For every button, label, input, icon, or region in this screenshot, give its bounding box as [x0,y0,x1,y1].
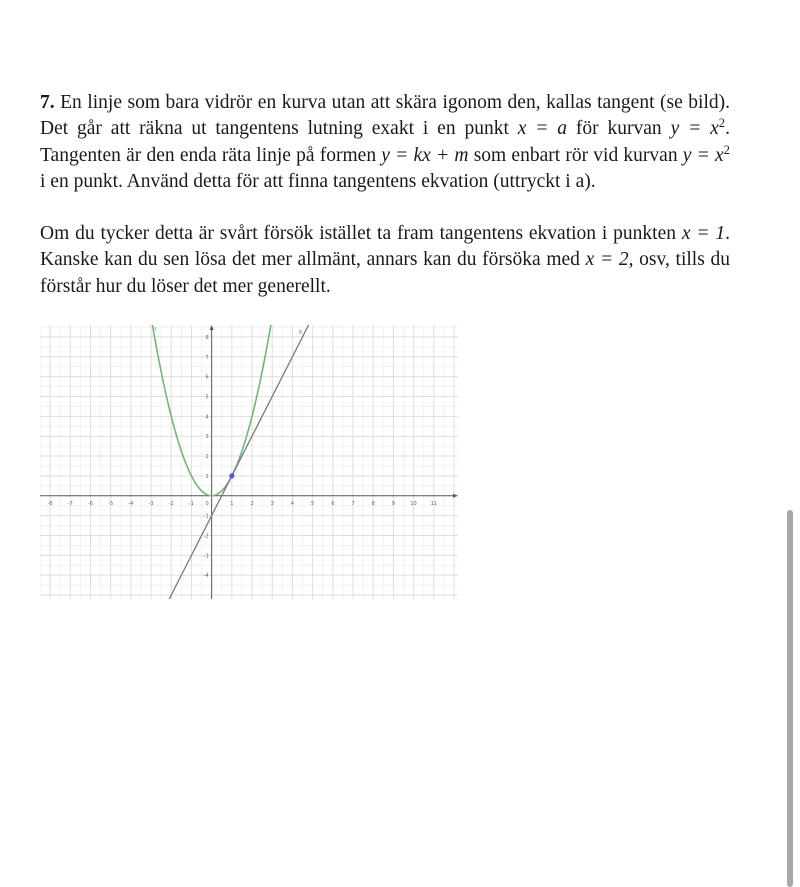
y-tick-label: -4 [203,573,209,580]
hint-text-c: , osv, tills du förstår hur du löser det mer generellt. [40,249,730,297]
problem-7-paragraph [40,90,730,195]
problem-number: 7. [40,92,55,113]
x-tick-label: -7 [67,500,73,507]
x-axis-arrow [453,494,458,498]
x-tick-label: -4 [128,500,134,507]
x-tick-label: 11 [430,500,437,507]
y-tick-label: -2 [203,533,209,540]
math-line-form: y = kx + m [381,144,469,166]
math-x-equals-a: x = a [517,118,568,140]
hint-text-a: Om du tycker detta är svårt försök istället ta fram tangentens ekvation i punkten [40,223,682,245]
series-g-line [169,325,308,599]
x-tick-label: 4 [290,500,295,507]
hint-paragraph [40,221,730,300]
y-tick-label: -3 [203,553,209,560]
series-g-label: g [298,329,302,335]
x-tick-label: -6 [87,500,93,507]
y-tick-label: 1 [205,473,209,480]
y-axis-arrow [210,325,214,330]
x-tick-label: -2 [168,500,174,507]
problem-text-b: för kurvan [567,118,671,140]
x-tick-label: 5 [311,500,315,507]
x-tick-label: 2 [250,500,254,507]
math-exponent-2-second: 2 [723,142,730,157]
x-tick-label: 9 [391,500,395,507]
y-tick-label: 2 [205,454,209,461]
tangent-point [229,473,234,478]
y-tick-label: 5 [205,394,209,401]
x-tick-label: 3 [270,500,274,507]
series-f-label: f [154,327,157,333]
x-tick-label: -5 [108,500,114,507]
x-tick-label: 8 [371,500,375,507]
problem-text-a: En linje som bara vidrör en kurva utan att skära igonom den, kallas tangent (se bild). Det går att räkna ut tangentens lutning exakt i en punkt [40,92,730,140]
origin-label: 0 [205,500,209,507]
problem-text-d: som enbart rör vid kurvan [468,144,683,166]
x-tick-label: -3 [148,500,154,507]
y-tick-label: 4 [205,414,209,421]
x-tick-label: -8 [47,500,53,507]
tangent-graph-figure [40,325,458,599]
x-tick-label: 7 [351,500,355,507]
hint-text-b: . Kanske kan du sen lösa det mer allmänt, annars kan du försöka med [40,223,730,271]
math-y-equals-x: y = x [670,118,719,140]
x-tick-label: 6 [331,500,335,507]
y-tick-label: 7 [205,354,209,361]
math-x-equals-2: x = 2 [585,249,629,271]
math-y-equals-x-second: y = x [682,144,724,166]
problem-text-e: i en punkt. Använd detta för att finna tangentens ekvation (uttryckt i a). [40,170,596,192]
math-x-equals-1: x = 1 [681,223,726,245]
y-tick-label: 8 [205,334,209,341]
problem-text-c: . Tangenten är den enda räta linje på formen [40,118,730,166]
y-tick-label: -1 [203,513,209,520]
math-exponent-2: 2 [718,116,726,131]
x-tick-label: 10 [410,500,417,507]
document-page [40,90,730,300]
vertical-scrollbar[interactable] [787,510,793,887]
x-tick-label: -1 [188,500,194,507]
y-tick-label: 6 [205,374,209,381]
tangent-graph [40,325,458,599]
x-tick-label: 1 [230,500,234,507]
y-tick-label: 3 [205,434,209,441]
